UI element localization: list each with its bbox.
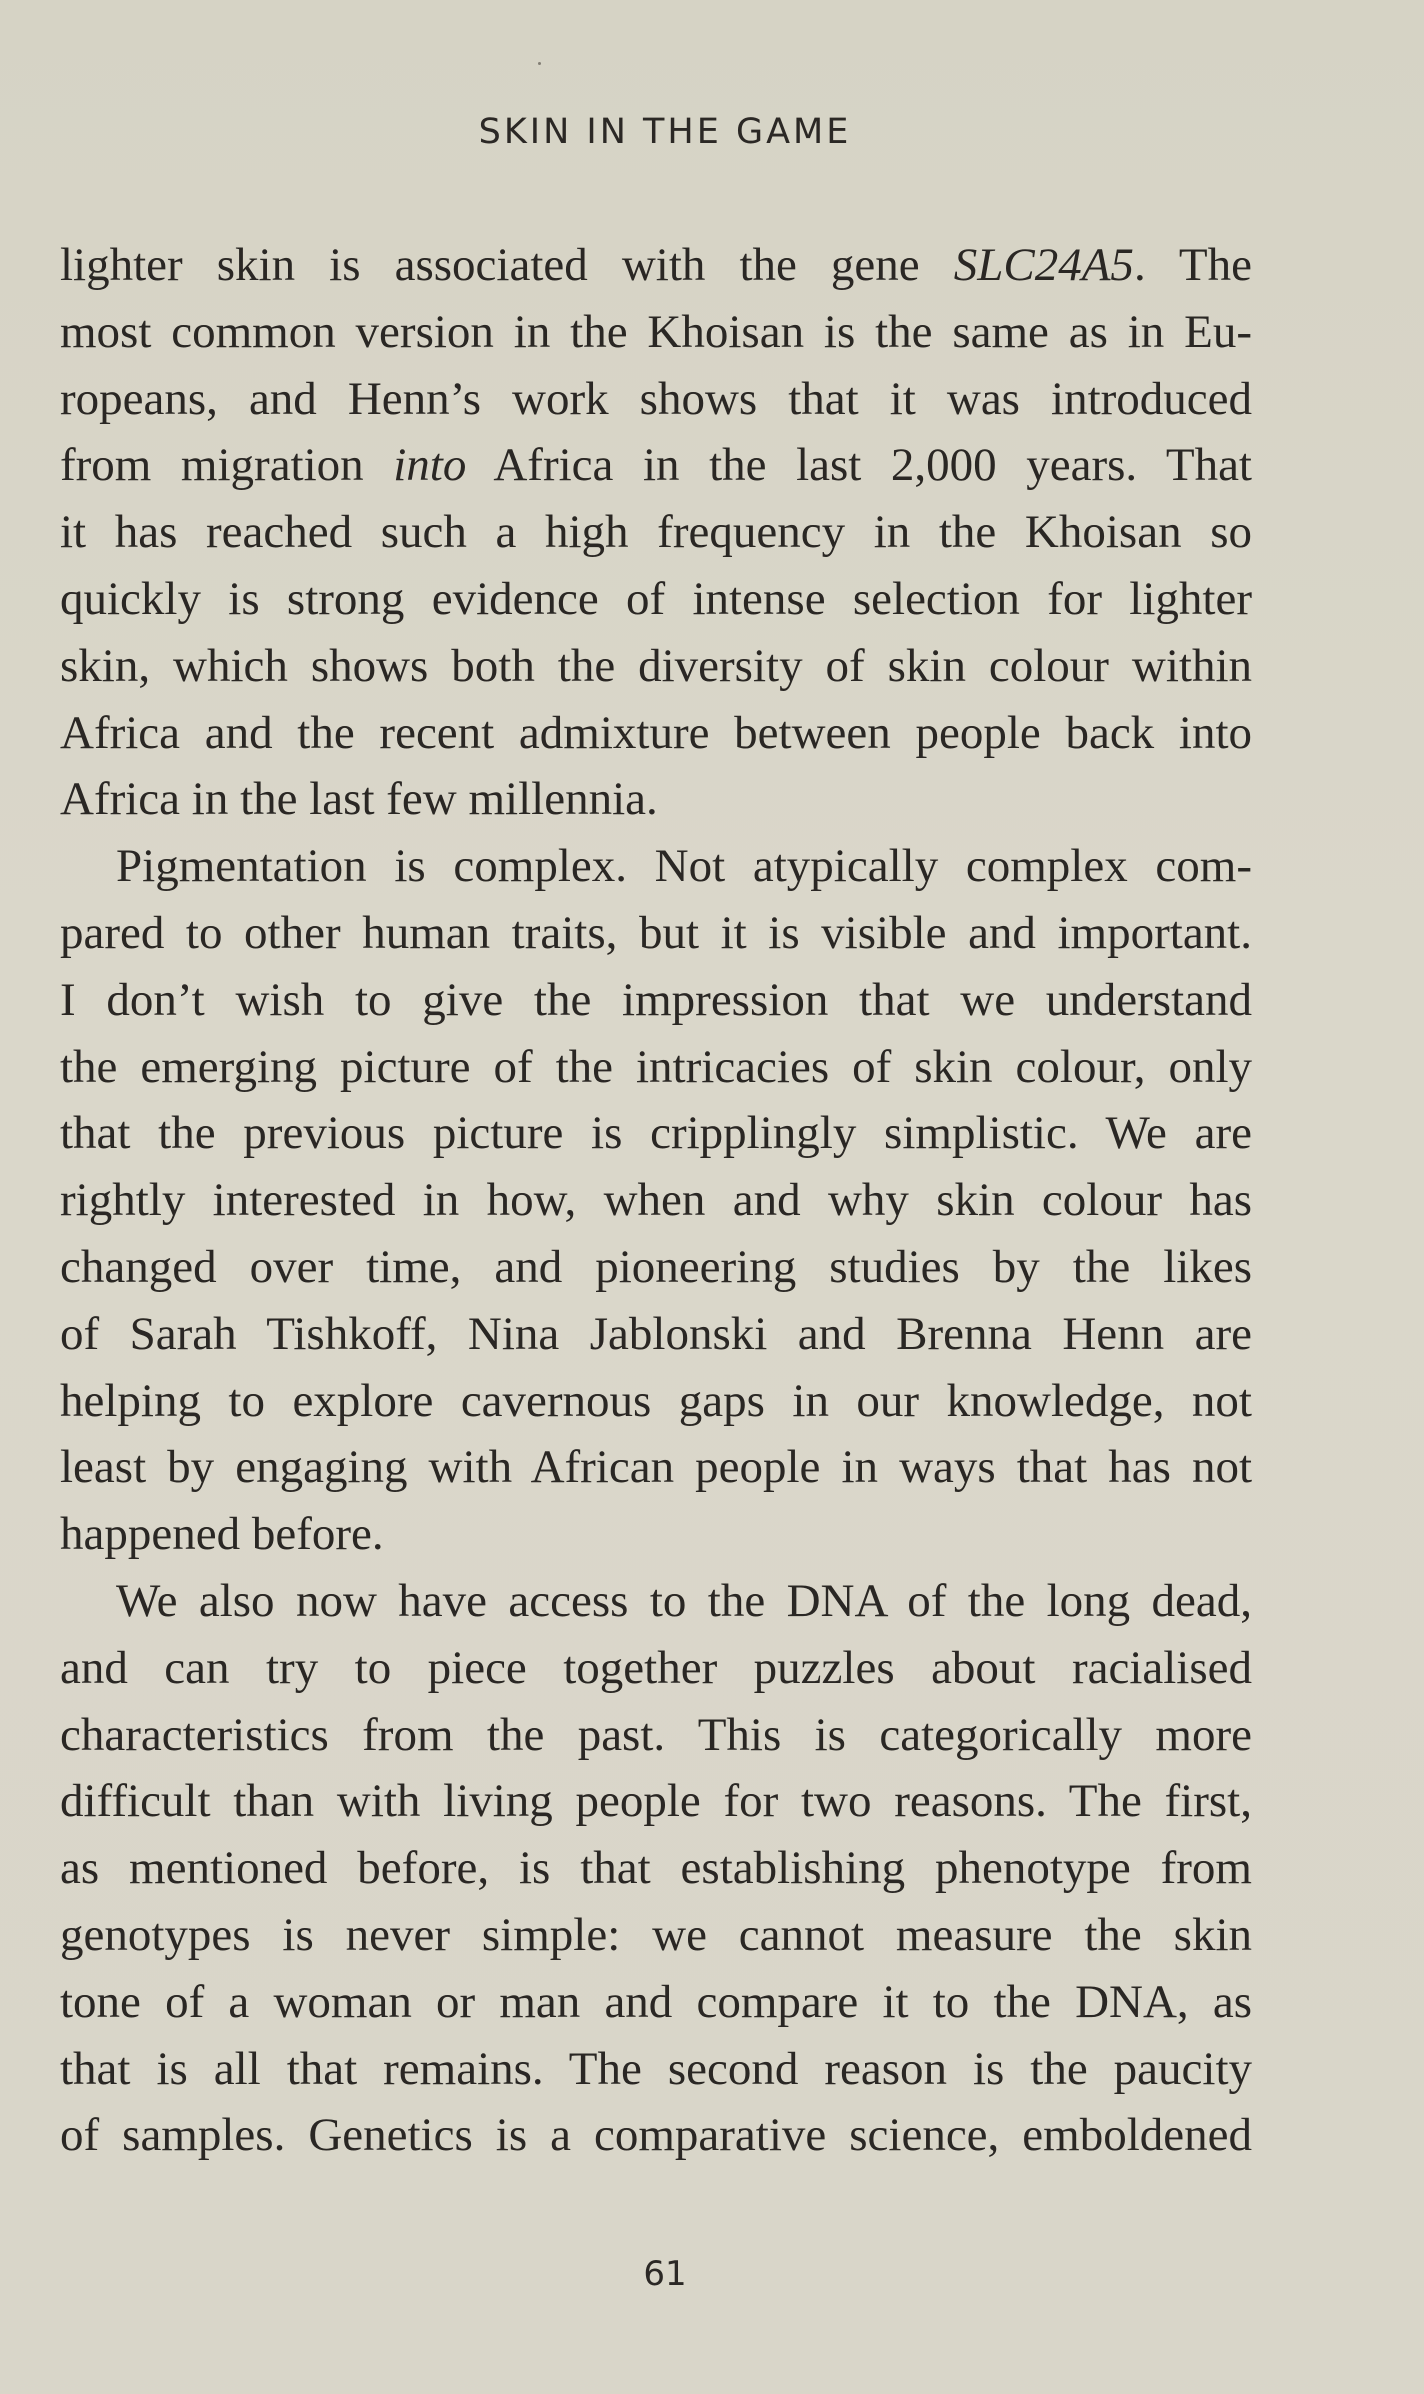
text-line: skin, which shows both the diversity of skin colour within	[60, 639, 1252, 692]
text-line: rightly interested in how, when and why skin colour has	[60, 1174, 1252, 1227]
running-head: SKIN IN THE GAME	[478, 112, 852, 152]
text-line: of samples. Genetics is a comparative science, emboldened	[60, 2109, 1252, 2162]
text-line: that is all that remains. The second reason is the paucity	[60, 2042, 1252, 2095]
text-line: lighter skin is associated with the gene SLC24A5. The	[60, 239, 1252, 291]
ink-speck	[538, 62, 541, 65]
text-line: from migration into Africa in the last 2,000 years. That	[60, 439, 1252, 492]
text-line: that the previous picture is cripplingly simplistic. We are	[60, 1107, 1252, 1160]
paragraph	[60, 232, 1252, 833]
text-line: difficult than with living people for two reasons. The first,	[60, 1775, 1252, 1828]
text-line: of Sarah Tishkoff, Nina Jablonski and Brenna Henn are	[60, 1307, 1252, 1360]
text-line: pared to other human traits, but it is visible and important.	[60, 906, 1252, 959]
text-line: happened before.	[60, 1508, 384, 1561]
text-line: changed over time, and pioneering studies by the likes	[60, 1240, 1252, 1293]
text-line: genotypes is never simple: we cannot measure the skin	[60, 1908, 1252, 1961]
body-text	[60, 232, 1252, 2169]
paragraph	[60, 1568, 1252, 2169]
text-line: least by engaging with African people in ways that has not	[60, 1441, 1252, 1494]
text-line: characteristics from the past. This is categorically more	[60, 1708, 1252, 1761]
paragraph	[60, 833, 1252, 1568]
text-line: Africa in the last few millennia.	[60, 773, 658, 826]
text-line: most common version in the Khoisan is the same as in Eu-	[60, 305, 1252, 358]
text-line: tone of a woman or man and compare it to the DNA, as	[60, 1975, 1252, 2028]
text-line: quickly is strong evidence of intense selection for lighter	[60, 572, 1252, 625]
text-line: I don’t wish to give the impression that we understand	[60, 973, 1252, 1026]
text-line: as mentioned before, is that establishing phenotype from	[60, 1842, 1252, 1895]
text-line: ropeans, and Henn’s work shows that it was introduced	[60, 372, 1252, 425]
text-line: We also now have access to the DNA of the long dead,	[116, 1574, 1252, 1627]
text-line: the emerging picture of the intricacies of skin colour, only	[60, 1040, 1252, 1093]
text-line: and can try to piece together puzzles about racialised	[60, 1641, 1252, 1694]
text-line: Pigmentation is complex. Not atypically complex com-	[116, 840, 1252, 893]
text-line: Africa and the recent admixture between people back into	[60, 706, 1252, 759]
text-line: helping to explore cavernous gaps in our knowledge, not	[60, 1374, 1252, 1427]
page-number: 61	[643, 2254, 687, 2294]
text-line: it has reached such a high frequency in the Khoisan so	[60, 506, 1252, 559]
